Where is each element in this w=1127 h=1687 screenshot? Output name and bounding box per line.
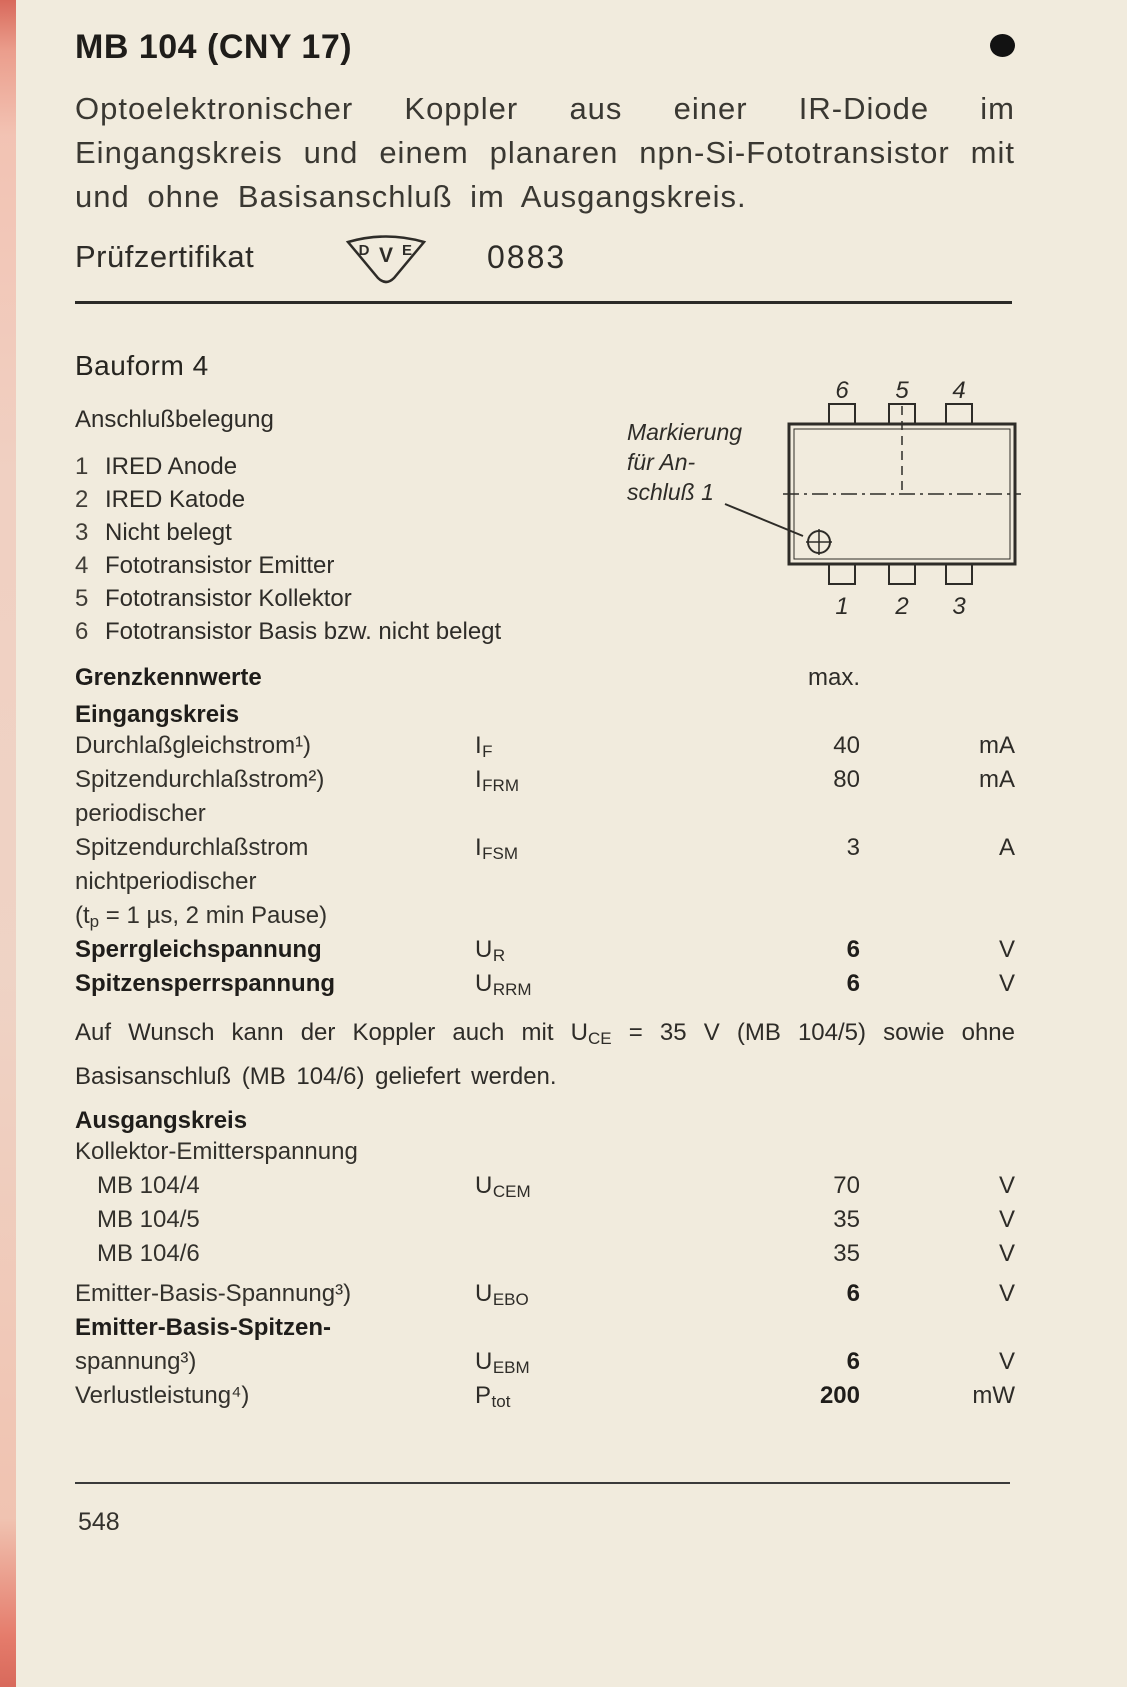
vde-logo: [340, 226, 432, 288]
table-row: [75, 834, 1015, 868]
marking-label: schluß 1: [627, 479, 714, 505]
row-label: spannung³): [75, 1348, 197, 1375]
row-label: periodischer: [75, 800, 206, 827]
list-item: 4 Fototransistor Emitter: [75, 552, 335, 579]
row-value: 6: [846, 1348, 860, 1375]
bottom-pin-number: 1: [835, 593, 849, 620]
symbol-subscript: CEM: [492, 1182, 531, 1201]
row-value: 3: [846, 834, 860, 861]
row-label: Spitzensperrspannung: [75, 970, 336, 997]
page-title: MB 104 (CNY 17): [75, 28, 353, 66]
row-unit: mA: [979, 732, 1015, 759]
row-symbol: $I_F$: [475, 732, 493, 761]
top-pin-number: 4: [952, 378, 966, 404]
max-label: max.: [807, 664, 860, 691]
certificate-row: [75, 227, 1015, 287]
datasheet-page: [75, 28, 1015, 1416]
row-unit: V: [998, 1280, 1015, 1307]
list-item: 2 IRED Katode: [75, 486, 246, 513]
package-drawing: [627, 378, 1027, 623]
row-symbol: $U_{EBM}$: [475, 1348, 530, 1377]
list-item: 5 Fototransistor Kollektor: [75, 585, 352, 612]
top-pin-number: 5: [895, 378, 909, 404]
symbol-subscript: FRM: [482, 776, 519, 795]
limits-header-row: [75, 664, 1015, 698]
print-mark-dot: [990, 34, 1015, 57]
row-label: Spitzendurchlaßstrom: [75, 834, 309, 861]
row-label: Kollektor-Emitterspannung: [75, 1138, 358, 1165]
symbol-subscript: CE: [587, 1029, 612, 1048]
row-label: Sperrgleichspannung: [75, 936, 322, 963]
row-value: 40: [833, 732, 860, 759]
scan-edge-artifact: [0, 0, 16, 1687]
row-label: ($t_p = 1$ µs, 2 min Pause): [75, 902, 328, 931]
vde-letter-v: V: [378, 244, 394, 267]
row-unit: A: [998, 834, 1015, 861]
cert-number: 0883: [487, 238, 567, 275]
limits-heading: Grenzkennwerte: [75, 664, 262, 691]
limits-section: [75, 664, 1015, 1416]
table-row: [75, 970, 1015, 1004]
table-row: [75, 1138, 1015, 1172]
row-unit: V: [998, 936, 1015, 963]
symbol-subscript: FSM: [482, 844, 519, 863]
row-symbol: $U_R$: [475, 936, 506, 965]
row-unit: mW: [972, 1382, 1015, 1409]
row-unit: mA: [979, 766, 1015, 793]
cert-label: Prüfzertifikat: [75, 239, 255, 274]
row-label: Emitter-Basis-Spitzen-: [75, 1314, 332, 1341]
note-paragraph: Auf Wunsch kann der Koppler auch mit $U_{CE} = 35$ V (MB 104/5) sowie ohne Basisanschluß (MB 104/6) geliefert werden.: [75, 1019, 1016, 1090]
row-value: 35: [833, 1240, 860, 1267]
row-symbol: $U_{CEM}$: [475, 1172, 531, 1201]
row-unit: V: [998, 970, 1015, 997]
table-row: [75, 902, 1015, 936]
input-circuit-heading: Eingangskreis: [75, 701, 240, 728]
list-item: 3 Nicht belegt: [75, 519, 232, 546]
bauform-heading: Bauform 4: [75, 350, 209, 381]
divider-rule: [75, 301, 1012, 304]
table-row: [75, 1280, 1015, 1314]
row-symbol: $I_{FRM}$: [475, 766, 519, 795]
table-row: [75, 1314, 1015, 1348]
pinout-heading: Anschlußbelegung: [75, 406, 274, 433]
row-value: 6: [846, 936, 860, 963]
row-symbol: $P_{tot}$: [475, 1382, 511, 1411]
row-value: 35: [833, 1206, 860, 1233]
table-row: [75, 868, 1015, 902]
bottom-pin-number: 3: [952, 593, 966, 620]
row-symbol: $U_{RRM}$: [475, 970, 532, 999]
row-label: MB 104/6: [97, 1240, 200, 1267]
row-unit: V: [998, 1206, 1015, 1233]
row-value: 80: [833, 766, 860, 793]
row-label: Emitter-Basis-Spannung³): [75, 1280, 352, 1307]
row-label: Verlustleistung⁴): [75, 1382, 250, 1409]
row-value: 6: [846, 1280, 860, 1307]
symbol-subscript: F: [482, 742, 493, 761]
list-item: 1 IRED Anode: [75, 453, 238, 480]
row-value: 6: [846, 970, 860, 997]
row-unit: V: [998, 1348, 1015, 1375]
table-row: [75, 1348, 1015, 1382]
table-row: [75, 800, 1015, 834]
symbol-subscript: RRM: [492, 980, 532, 999]
table-row: [75, 1172, 1015, 1206]
row-symbol: $I_{FSM}$: [475, 834, 519, 863]
table-row: [75, 1382, 1015, 1416]
row-unit: V: [998, 1240, 1015, 1267]
vde-letter-d: D: [358, 242, 370, 259]
vde-letter-e: E: [401, 242, 413, 259]
row-symbol: $U_{EBO}$: [475, 1280, 529, 1309]
top-pin-number: 6: [835, 378, 849, 404]
row-unit: V: [998, 1172, 1015, 1199]
marking-label: für An-: [627, 449, 696, 475]
row-label: MB 104/5: [97, 1206, 200, 1233]
marking-label: Markierung: [627, 419, 743, 445]
bottom-pin-number: 2: [895, 593, 909, 620]
table-row: [75, 1206, 1015, 1240]
symbol-subscript: R: [492, 946, 506, 965]
bottom-rule: [75, 1482, 1010, 1484]
table-row: [75, 936, 1015, 970]
title-row: [75, 28, 1015, 67]
table-row: [75, 1240, 1015, 1274]
page-number: 548: [78, 1508, 120, 1536]
bauform-section: [75, 350, 1015, 648]
row-label: MB 104/4: [97, 1172, 200, 1199]
symbol-subscript: EBO: [492, 1290, 529, 1309]
list-item: 6 Fototransistor Basis bzw. nicht belegt: [75, 618, 502, 645]
table-row: [75, 732, 1015, 766]
symbol-subscript: p: [89, 912, 100, 931]
output-circuit-heading: Ausgangskreis: [75, 1107, 248, 1134]
symbol-subscript: tot: [491, 1392, 511, 1411]
row-label: nichtperiodischer: [75, 868, 257, 895]
row-value: 70: [833, 1172, 860, 1199]
row-value: 200: [819, 1382, 860, 1409]
row-label: Spitzendurchlaßstrom²): [75, 766, 325, 793]
symbol-subscript: EBM: [492, 1358, 530, 1377]
intro-paragraph: Optoelektronischer Koppler aus einer IR-Diode im Eingangskreis und einem planaren npn-Si-Fototransistor mit und ohne Basisanschluß im Ausgangskreis.: [75, 91, 1015, 214]
row-label: Durchlaßgleichstrom¹): [75, 732, 312, 759]
package-drawing-wrap: [627, 378, 1027, 628]
table-row: [75, 766, 1015, 800]
